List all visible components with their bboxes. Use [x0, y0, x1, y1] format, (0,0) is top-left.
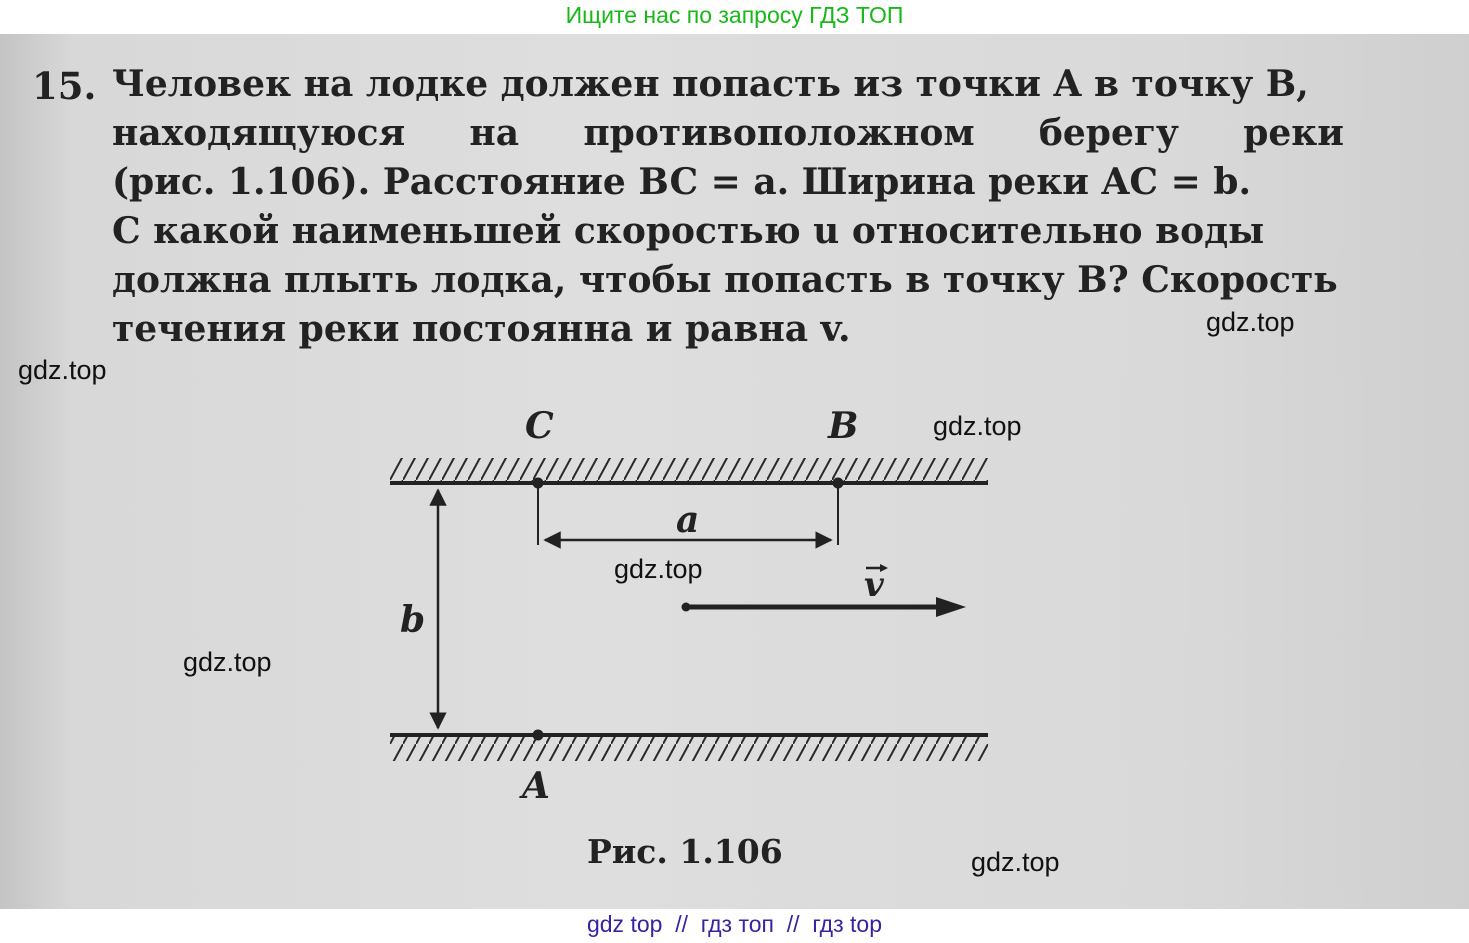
lower-bank-hatching: [390, 737, 988, 761]
velocity-arrowhead: [936, 597, 966, 617]
bottom-banner-text: gdz top // гдз топ // гдз top: [586, 911, 883, 937]
problem-line-2: находящуюся на противоположном берегу реки: [112, 112, 1344, 154]
problem-line-4: С какой наименьшей скоростью u относительно воды: [112, 210, 1265, 252]
problem-line-5: должна плыть лодка, чтобы попасть в точку B? Скорость: [112, 259, 1338, 301]
watermark: gdz.top: [933, 411, 1022, 441]
watermark: gdz.top: [1206, 307, 1295, 337]
watermark: gdz.top: [18, 355, 107, 385]
point-a: [533, 730, 544, 741]
problem-number: 15.: [32, 64, 97, 108]
watermark: gdz.top: [971, 847, 1060, 877]
label-a-point: A: [522, 765, 550, 807]
label-b: B: [828, 405, 859, 447]
label-c: C: [525, 405, 554, 447]
watermark: gdz.top: [614, 554, 703, 584]
figure-caption: Рис. 1.106: [587, 832, 783, 871]
label-v: v: [864, 565, 884, 605]
bottom-banner: [0, 909, 1469, 943]
watermark: gdz.top: [183, 647, 272, 677]
problem-line-6: течения реки постоянна и равна v.: [112, 308, 851, 350]
label-b-width: b: [400, 599, 426, 641]
label-a-distance: a: [676, 499, 700, 541]
problem-line-1: Человек на лодке должен попасть из точки A в точку B,: [112, 63, 1309, 105]
problem-line-3: (рис. 1.106). Расстояние BC = a. Ширина реки AC = b.: [112, 161, 1251, 203]
top-banner-text: Ищите нас по запросу ГДЗ ТОП: [565, 2, 904, 28]
upper-bank-hatching: [390, 458, 988, 482]
